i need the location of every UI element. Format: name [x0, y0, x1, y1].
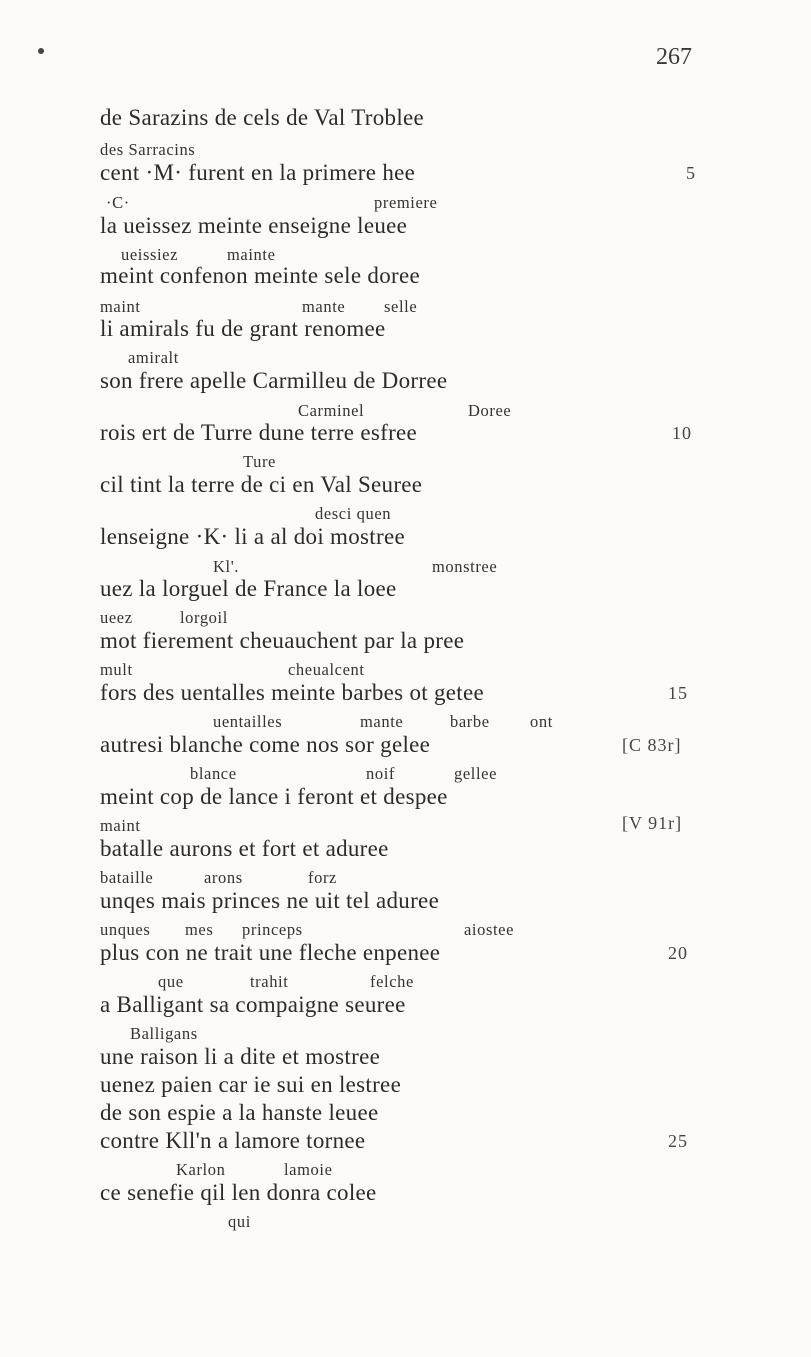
- verse-line-4: meint confenon meinte sele doree: [100, 263, 420, 288]
- variant: forz: [308, 868, 337, 887]
- verse-line-16: unqes mais princes ne uit tel aduree: [100, 888, 440, 913]
- variant: des Sarracins: [100, 140, 196, 159]
- verse-line-8: cil tint la terre de ci en Val Seuree: [100, 472, 423, 497]
- variant: cheualcent: [288, 660, 365, 679]
- verse-line-1: de Sarazins de cels de Val Troblee: [100, 105, 425, 130]
- verse-line-23: ce senefie qil len donra colee: [100, 1180, 377, 1205]
- variant: blance: [190, 764, 237, 783]
- line-number-25: 25: [668, 1131, 688, 1151]
- variant: lorgoil: [180, 608, 228, 627]
- variant: premiere: [374, 193, 438, 212]
- verse-line-13: autresi blanche come nos sor gelee: [100, 732, 431, 757]
- line-number-5: 5: [686, 163, 696, 183]
- variant: amiralt: [128, 348, 179, 367]
- verse-line-7: rois ert de Turre dune terre esfree: [100, 420, 418, 445]
- variant: desci quen: [315, 504, 392, 523]
- variant: ont: [530, 712, 553, 731]
- variant: lamoie: [284, 1160, 333, 1179]
- variant: ueez: [100, 608, 133, 627]
- manuscript-ref-v: [V 91r]: [622, 813, 683, 833]
- verse-line-15: batalle aurons et fort et aduree: [100, 836, 389, 861]
- variant: que: [158, 972, 184, 991]
- variant: mult: [100, 660, 133, 679]
- ink-dot: [38, 48, 44, 54]
- variant: Kl'.: [213, 557, 239, 576]
- manuscript-ref-c: [C 83r]: [622, 735, 682, 755]
- variant: mes: [185, 920, 214, 939]
- variant: ·C·: [106, 193, 130, 212]
- variant: mante: [360, 712, 404, 731]
- line-number-20: 20: [668, 943, 688, 963]
- verse-line-6: son frere apelle Carmilleu de Dorree: [100, 368, 448, 393]
- variant: selle: [384, 297, 418, 316]
- variant: arons: [204, 868, 243, 887]
- variant: ueissiez: [121, 245, 179, 264]
- variant: bataille: [100, 868, 154, 887]
- variant: qui: [228, 1212, 251, 1231]
- variant: felche: [370, 972, 414, 991]
- variant: mante: [302, 297, 346, 316]
- variant: trahit: [250, 972, 289, 991]
- verse-line-3: la ueissez meinte enseigne leuee: [100, 213, 408, 238]
- verse-line-17: plus con ne trait une fleche enpenee: [100, 940, 441, 965]
- variant: Ture: [243, 452, 276, 471]
- variant: gellee: [454, 764, 497, 783]
- variant: princeps: [242, 920, 303, 939]
- line-number-15: 15: [668, 683, 688, 703]
- verse-line-20: uenez paien car ie sui en lestree: [100, 1072, 402, 1097]
- variant: Carminel: [298, 401, 365, 420]
- verse-line-2: cent ·M· furent en la primere hee: [100, 160, 416, 185]
- verse-line-22: contre Kll'n a lamore tornee: [100, 1128, 366, 1153]
- line-number-10: 10: [672, 423, 692, 443]
- verse-line-14: meint cop de lance i feront et despee: [100, 784, 448, 809]
- variant: mainte: [227, 245, 276, 264]
- variant: unques: [100, 920, 151, 939]
- verse-line-12: fors des uentalles meinte barbes ot getee: [100, 680, 484, 705]
- variant: barbe: [450, 712, 490, 731]
- verse-line-9: lenseigne ·K· li a al doi mostree: [100, 524, 405, 549]
- variant: Doree: [468, 401, 512, 420]
- verse-line-18: a Balligant sa compaigne seuree: [100, 992, 406, 1017]
- variant: noif: [366, 764, 395, 783]
- page-number: 267: [656, 44, 692, 70]
- verse-line-5: li amirals fu de grant renomee: [100, 316, 386, 341]
- variant: maint: [100, 297, 141, 316]
- variant: monstree: [432, 557, 498, 576]
- variant: maint: [100, 816, 141, 835]
- variant: uentailles: [213, 712, 283, 731]
- verse-line-11: mot fierement cheuauchent par la pree: [100, 628, 465, 653]
- verse-line-21: de son espie a la hanste leuee: [100, 1100, 379, 1125]
- variant: aiostee: [464, 920, 515, 939]
- verse-line-10: uez la lorguel de France la loee: [100, 576, 397, 601]
- variant: Karlon: [176, 1160, 226, 1179]
- variant: Balligans: [130, 1024, 198, 1043]
- verse-line-19: une raison li a dite et mostree: [100, 1044, 381, 1069]
